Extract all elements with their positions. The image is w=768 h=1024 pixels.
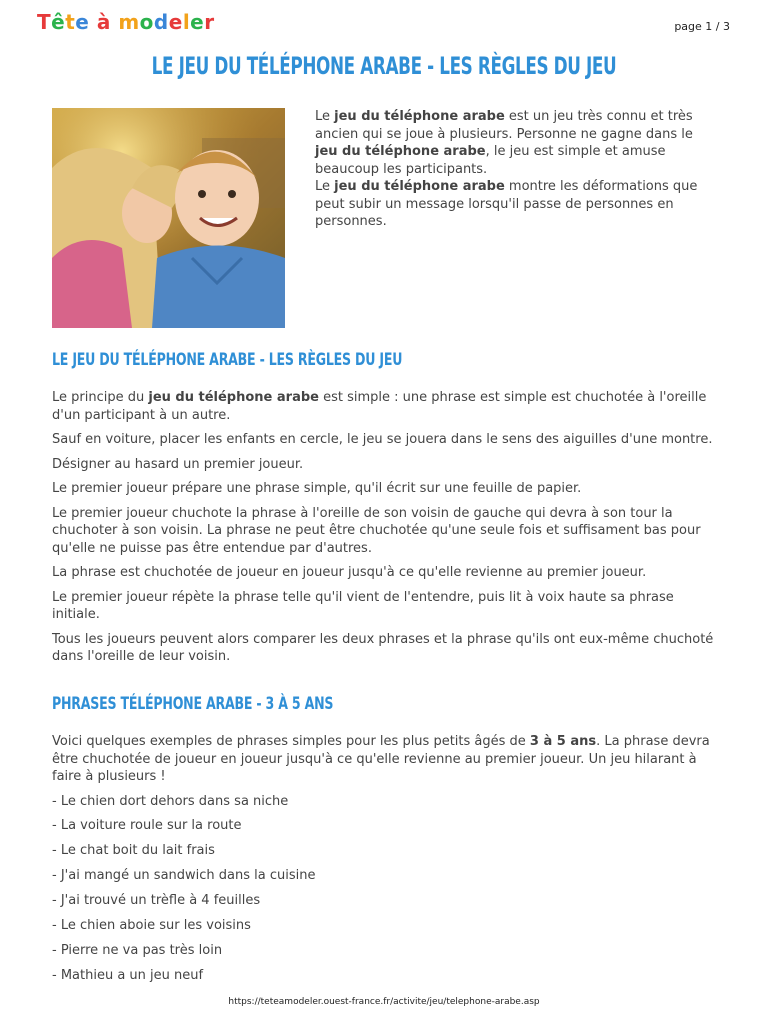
logo-letter <box>89 10 96 34</box>
logo-letter: e <box>190 10 205 34</box>
phrases-text <box>52 733 722 992</box>
rules-paragraph: La phrase est chuchotée de joueur en joueur jusqu'à ce qu'elle revienne au premier joueur. <box>52 565 647 580</box>
footer-url: https://teteamodeler.ouest-france.fr/activite/jeu/telephone-arabe.asp <box>228 997 540 1007</box>
list-item: - Le chien aboie sur les voisins <box>52 917 251 933</box>
list-item: - La voiture roule sur la route <box>52 818 242 834</box>
phrases-intro: Voici quelques exemples de phrases simples pour les plus petits âgés de 3 à 5 ans. La phrase devra être chuchotée de joueur en joueur jusqu'à ce qu'elle revienne au premier joueur. Un jeu hilarant à faire à plusieurs ! <box>52 734 710 784</box>
logo-letter: d <box>153 10 169 34</box>
rules-paragraph: Le premier joueur répète la phrase telle qu'il vient de l'entendre, puis lit à voix haute sa phrase initiale. <box>52 589 674 622</box>
rules-paragraph: Le principe du jeu du téléphone arabe est simple : une phrase est simple est chuchotée à l'oreille d'un participant à un autre. <box>52 390 707 423</box>
rules-paragraph: Tous les joueurs peuvent alors comparer les deux phrases et la phrase qu'ils ont eux-même chuchoté dans l'oreille de leur voisin. <box>52 631 714 664</box>
list-item: - Le chat boit du lait frais <box>52 843 215 859</box>
site-logo[interactable] <box>37 10 215 34</box>
page-number: page 1 / 3 <box>674 20 730 33</box>
logo-letter: t <box>65 10 76 34</box>
rules-paragraph: Désigner au hasard un premier joueur. <box>52 456 304 472</box>
logo-letter <box>111 10 118 34</box>
logo-letter: à <box>96 10 111 34</box>
intro-text <box>315 108 715 231</box>
logo-letter: m <box>118 10 140 34</box>
intro-paragraph-2: Le jeu du téléphone arabe montre les déformations que peut subir un message lorsqu'il passe de personnes en personnes. <box>315 179 698 229</box>
logo-letter: ê <box>51 10 66 34</box>
intro-paragraph-1: Le jeu du téléphone arabe est un jeu très connu et très ancien qui se joue à plusieurs. Personne ne gagne dans le jeu du téléphone arabe, le jeu est simple et amuse beaucoup les participants. <box>315 109 693 177</box>
logo-letter: r <box>204 10 215 34</box>
children-photo <box>52 108 285 328</box>
list-item: - J'ai mangé un sandwich dans la cuisine <box>52 868 316 884</box>
section-heading-rules: LE JEU DU TÉLÉPHONE ARABE - LES RÈGLES DU JEU <box>52 350 403 370</box>
logo-letter: l <box>182 10 191 34</box>
rules-text <box>52 389 722 673</box>
list-item: - Mathieu a un jeu neuf <box>52 967 204 983</box>
section-heading-phrases: PHRASES TÉLÉPHONE ARABE - 3 À 5 ANS <box>52 694 334 714</box>
list-item: - Pierre ne va pas très loin <box>52 942 223 958</box>
rules-paragraph: Le premier joueur chuchote la phrase à l'oreille de son voisin de gauche qui devra à son tour la chuchoter à son voisin. La phrase ne peut être chuchotée qu'une seule fois et suffisament bas pour qu'elle ne puisse pas être entendue par d'autres. <box>52 505 701 556</box>
rules-paragraph: Sauf en voiture, placer les enfants en cercle, le jeu se jouera dans le sens des aiguilles d'une montre. <box>52 432 713 447</box>
phrase-list <box>52 793 722 985</box>
logo-letter: e <box>75 10 90 34</box>
logo-letter: o <box>139 10 154 34</box>
rules-paragraph: Le premier joueur prépare une phrase simple, qu'il écrit sur une feuille de papier. <box>52 481 582 496</box>
list-item: - Le chien dort dehors dans sa niche <box>52 793 289 809</box>
page-title: LE JEU DU TÉLÉPHONE ARABE - LES RÈGLES DU JEU <box>151 52 617 80</box>
logo-letter: e <box>168 10 183 34</box>
list-item: - J'ai trouvé un trèfle à 4 feuilles <box>52 893 261 909</box>
logo-letter: T <box>37 10 52 34</box>
